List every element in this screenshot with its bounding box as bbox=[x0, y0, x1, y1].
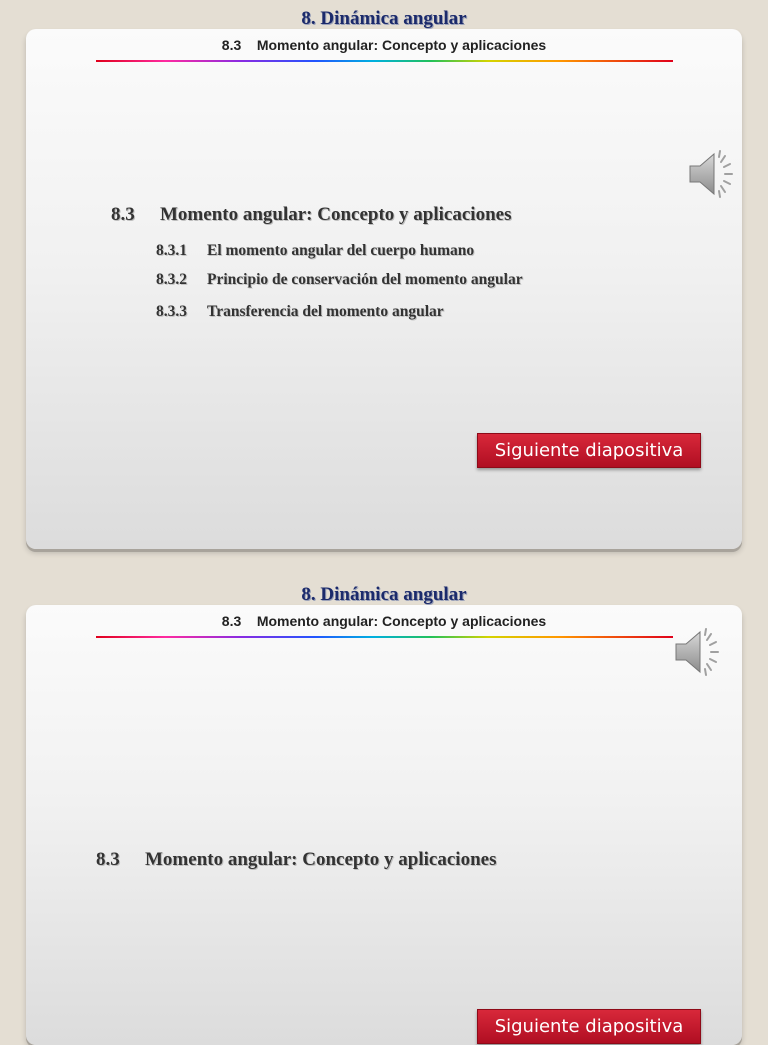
section-heading bbox=[111, 204, 511, 226]
next-slide-button[interactable]: Siguiente diapositiva bbox=[477, 1009, 701, 1044]
slide-card bbox=[26, 605, 742, 1045]
section-heading-text: Momento angular: Concepto y aplicaciones bbox=[145, 849, 497, 870]
subsection-text: Transferencia del momento angular bbox=[207, 303, 444, 320]
section-number: 8.3 bbox=[96, 849, 120, 870]
subsection-number: 8.3.2 bbox=[156, 271, 187, 288]
section-number: 8.3 bbox=[111, 204, 135, 225]
speaker-icon[interactable] bbox=[674, 626, 726, 683]
slide-card bbox=[26, 29, 742, 549]
slide-title: 8. Dinámica angular bbox=[301, 8, 467, 29]
subsection-number: 8.3.3 bbox=[156, 303, 187, 320]
subsection-text: Principio de conservación del momento angular bbox=[207, 271, 523, 288]
section-heading-text: Momento angular: Concepto y aplicaciones bbox=[160, 204, 512, 225]
slide-title: 8. Dinámica angular bbox=[301, 584, 467, 605]
rainbow-divider bbox=[96, 60, 673, 62]
subsection-text: El momento angular del cuerpo humano bbox=[207, 242, 475, 259]
section-heading bbox=[96, 849, 496, 871]
slide-subheader: 8.3 Momento angular: Concepto y aplicaciones bbox=[221, 37, 547, 53]
speaker-icon[interactable] bbox=[688, 148, 740, 205]
slide-subheader: 8.3 Momento angular: Concepto y aplicaciones bbox=[221, 613, 547, 629]
subsection-number: 8.3.1 bbox=[156, 242, 187, 259]
subsection-item bbox=[156, 271, 523, 289]
rainbow-divider bbox=[96, 636, 673, 638]
next-slide-button[interactable]: Siguiente diapositiva bbox=[477, 433, 701, 468]
subsection-item bbox=[156, 303, 444, 321]
subsection-item bbox=[156, 242, 474, 260]
